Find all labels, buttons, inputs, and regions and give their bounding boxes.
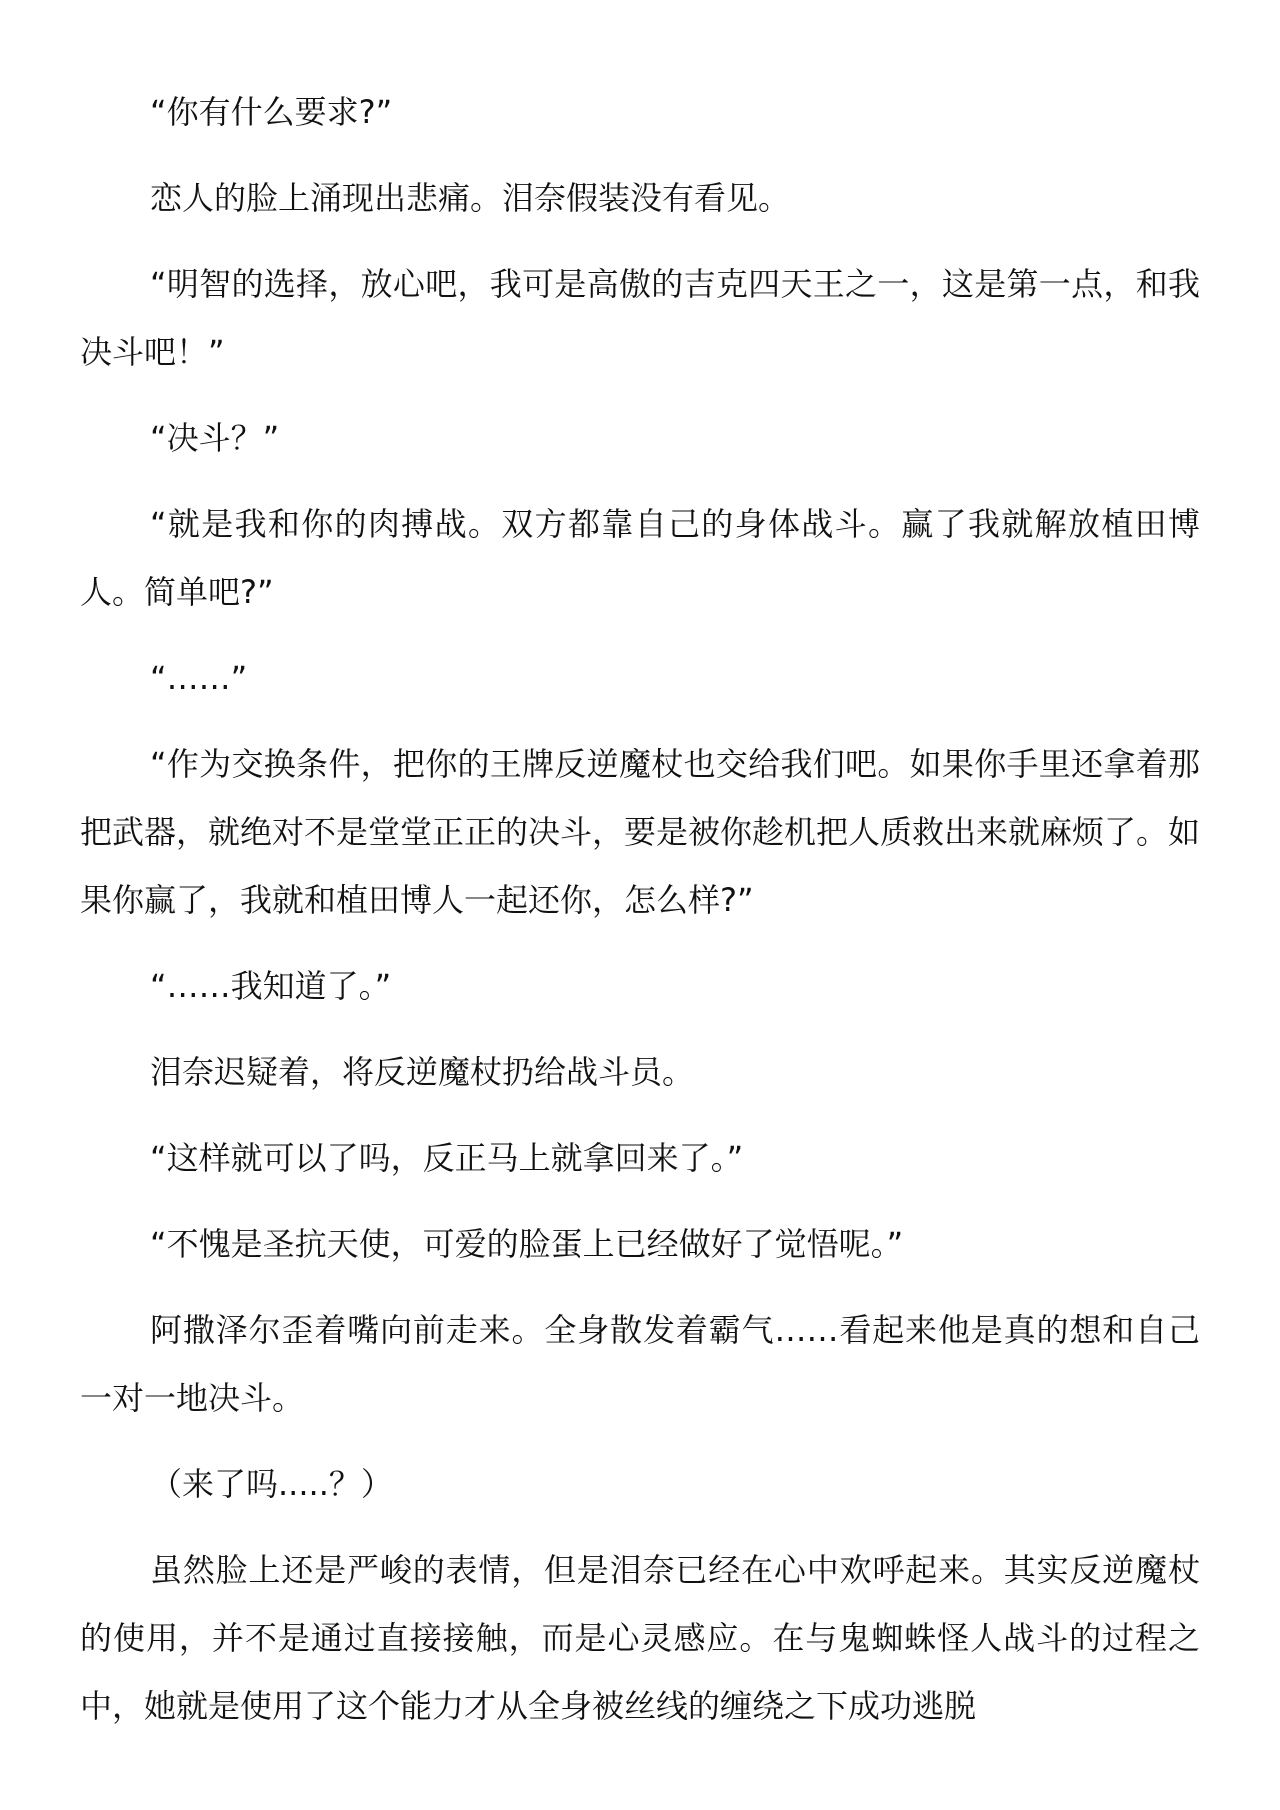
document-page bbox=[80, 78, 1200, 1758]
paragraph: “……我知道了。” bbox=[150, 967, 392, 1005]
paragraph: “不愧是圣抗天使，可爱的脸蛋上已经做好了觉悟呢。” bbox=[150, 1225, 904, 1263]
paragraph: “……” bbox=[150, 659, 248, 697]
paragraph: （来了吗.....？） bbox=[150, 1465, 393, 1503]
paragraph: “作为交换条件，把你的王牌反逆魔杖也交给我们吧。如果你手里还拿着那把武器，就绝对不是堂堂正正的决斗，要是被你趁机把人质救出来就麻烦了。如果你赢了，我就和植田博人一起还你，怎么样?” bbox=[80, 745, 1201, 919]
paragraph: “你有什么要求?” bbox=[150, 93, 393, 131]
paragraph: “明智的选择，放心吧，我可是高傲的吉克四天王之一，这是第一点，和我决斗吧！” bbox=[80, 265, 1200, 371]
paragraph: “决斗？” bbox=[150, 419, 280, 457]
paragraph: “这样就可以了吗，反正马上就拿回来了。” bbox=[150, 1139, 744, 1177]
paragraph: 泪奈迟疑着，将反逆魔杖扔给战斗员。 bbox=[150, 1053, 695, 1091]
paragraph: “就是我和你的肉搏战。双方都靠自己的身体战斗。赢了我就解放植田博人。简单吧?” bbox=[80, 505, 1200, 611]
paragraph: 阿撒泽尔歪着嘴向前走来。全身散发着霸气……看起来他是真的想和自己一对一地决斗。 bbox=[80, 1311, 1200, 1417]
paragraph: 虽然脸上还是严峻的表情，但是泪奈已经在心中欢呼起来。其实反逆魔杖的使用，并不是通过直接接触，而是心灵感应。在与鬼蜘蛛怪人战斗的过程之中，她就是使用了这个能力才从全身被丝线的缠绕之下成功逃脱 bbox=[80, 1551, 1200, 1725]
paragraph: 恋人的脸上涌现出悲痛。泪奈假装没有看见。 bbox=[150, 179, 791, 217]
